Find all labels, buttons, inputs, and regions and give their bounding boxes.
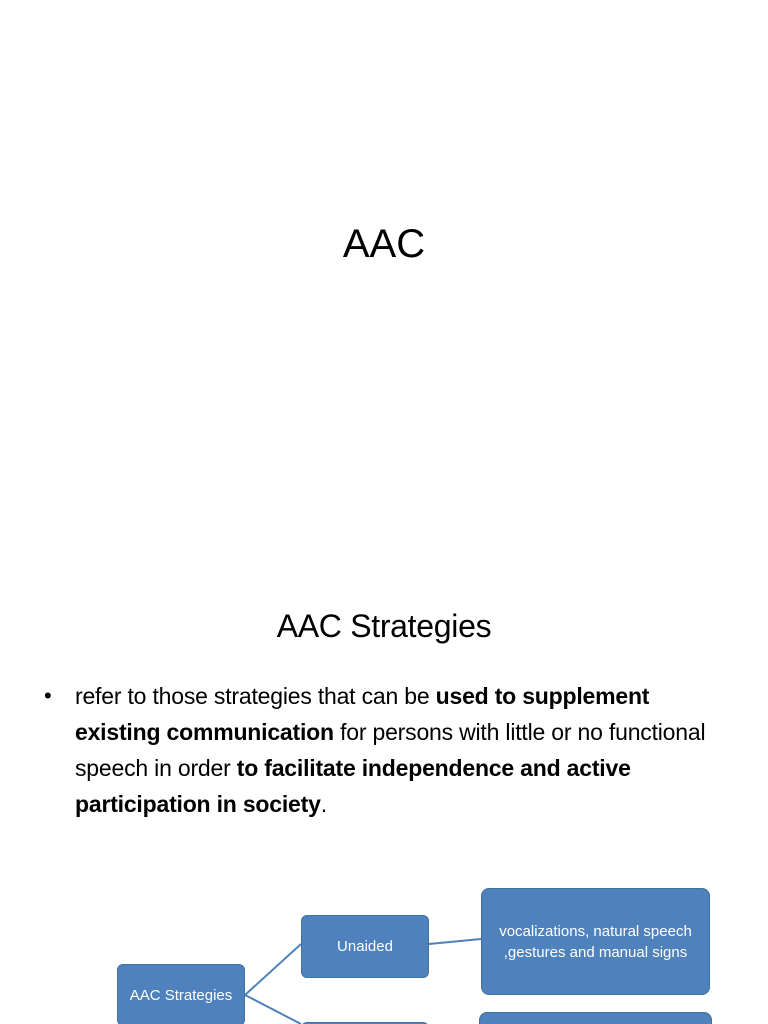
bullet-segment-bold: to facilitate independence and active participation in society <box>75 755 631 817</box>
unaided-leaf-node <box>481 888 710 995</box>
aided-leaf-node <box>479 1012 712 1024</box>
root-node <box>117 964 245 1024</box>
unaided-leaf-label: vocalizations, natural speech ,gestures and manual signs <box>499 922 692 961</box>
slide-2 <box>0 576 768 1024</box>
slide-title: AAC <box>342 222 426 266</box>
strategy-diagram <box>0 876 768 1024</box>
bullet-segment: . <box>320 791 327 817</box>
bullet-segment-bold: used to supplement existing communication <box>75 683 650 745</box>
bullet-segment: for persons with little or no functional speech in order <box>75 719 706 781</box>
connector-unaided-leaf <box>429 939 481 944</box>
bullet-text <box>75 678 715 822</box>
unaided-node-label: Unaided <box>337 938 393 955</box>
root-node-label: AAC Strategies <box>129 986 233 1004</box>
slide-title: AAC Strategies <box>276 608 492 644</box>
bullet-marker: • <box>44 683 52 708</box>
unaided-node <box>301 915 429 978</box>
connector-root-unaided <box>245 944 301 995</box>
bullet-segment: refer to those strategies that can be <box>75 683 436 709</box>
connector-root-aided <box>245 995 301 1024</box>
